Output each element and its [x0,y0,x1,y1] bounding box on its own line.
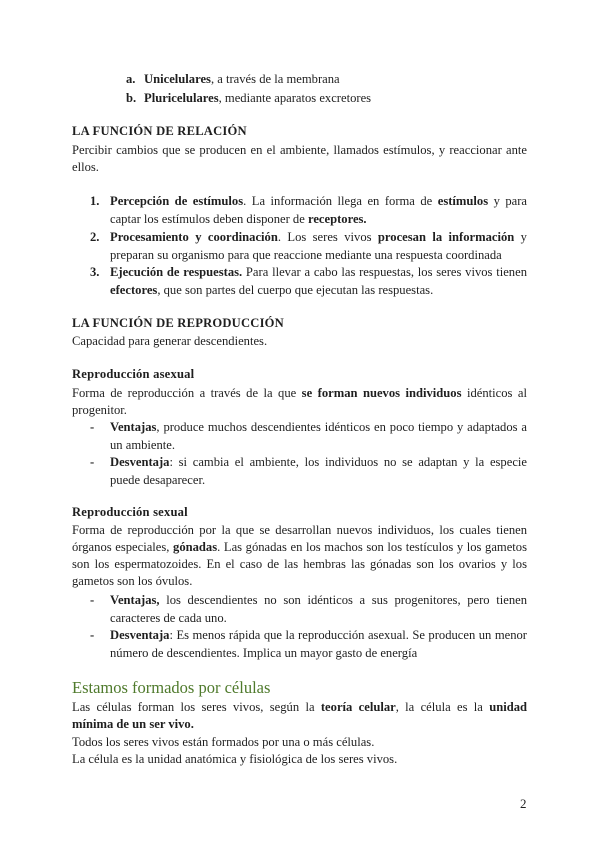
section-heading-reproduccion: LA FUNCIÓN DE REPRODUCCIÓN [72,316,284,330]
item-bold: Ventajas, [110,593,160,607]
subheading-sexual: Reproducción sexual [72,505,188,519]
item-bold: Ventajas [110,420,157,434]
text: , la célula es la [395,700,490,714]
list-item-sexual-desventaja [90,626,527,662]
asexual-paragraph [72,385,527,419]
list-number: 1. [90,194,100,208]
list-item-ejecucion [90,263,527,299]
bullet-dash: - [90,455,95,469]
item-bold: efectores [110,283,158,297]
text: Forma de reproducción a través de la que [72,386,302,400]
section-heading-celulas: Estamos formados por células [72,678,271,697]
bullet-dash: - [90,593,95,607]
text-bold: unidad mínima de un ser vivo. [72,700,528,731]
text-bold: teoría celular [320,700,396,714]
list-item-procesamiento [90,228,527,264]
list-item-asexual-desventaja [90,453,527,489]
list-item-pluricelulares [126,89,371,107]
item-text: y para captar los estímulos deben disponer de [110,194,528,226]
list-label: a. [126,72,136,86]
text: Las células forman los seres vivos, según la [72,700,321,714]
list-item-bold: Unicelulares [144,72,211,86]
section-heading-relacion: LA FUNCIÓN DE RELACIÓN [72,124,247,138]
list-item-percepcion [90,192,527,228]
celulas-paragraph-3: La célula es la unidad anatómica y fisiológica de los seres vivos. [72,752,398,766]
item-text: y preparan su organismo para que reaccione mediante una respuesta coordinada [110,230,527,262]
item-text: , que son partes del cuerpo que ejecutan las respuestas. [157,283,434,297]
list-item-text: , mediante aparatos excretores [218,91,372,105]
item-text: . La información llega en forma de [243,194,438,208]
item-bold: receptores. [307,212,367,226]
item-bold: Percepción de estímulos [110,194,244,208]
item-bold: estímulos [437,194,489,208]
bullet-dash: - [90,420,95,434]
item-text: Para llevar a cabo las respuestas, los seres vivos tienen [242,265,527,279]
celulas-paragraph-1 [72,699,527,733]
sexual-paragraph [72,522,527,590]
item-bold: procesan la información [377,230,515,244]
list-number: 3. [90,265,100,279]
list-item-sexual-ventajas [90,591,527,627]
reproduccion-intro: Capacidad para generar descendientes. [72,334,268,348]
celulas-paragraph-2: Todos los seres vivos están formados por una o más células. [72,735,375,749]
text-bold: se forman nuevos individuos [301,386,462,400]
text: Forma de reproducción por la que se desarrollan nuevos individuos, los cuales tienen órganos especiales, [72,523,527,554]
list-item-text: , a través de la membrana [210,72,340,86]
item-text: . Los seres vivos [277,230,378,244]
item-text: : si cambia el ambiente, los individuos no se adaptan y la especie puede desaparecer. [110,455,527,487]
page-number: 2 [520,796,527,811]
item-bold: Procesamiento y coordinación [110,230,278,244]
text: idénticos al progenitor. [72,386,527,417]
item-text: : Es menos rápida que la reproducción asexual. Se producen un menor número de descendientes. Implica un mayor gasto de energía [110,628,527,660]
item-text: , produce muchos descendientes idénticos en poco tiempo y adaptados a un ambiente. [110,420,527,452]
item-bold: Ejecución de respuestas. [110,265,243,279]
item-text: los descendientes no son idénticos a sus progenitores, pero tienen caracteres de cada uno. [110,593,527,625]
text: . Las gónadas en los machos son los testículos y los gametos son los espermatozoides. En el caso de las hembras las gónadas son los ovarios y los gametos son los óvulos. [72,540,528,588]
subheading-asexual: Reproducción asexual [72,367,195,381]
bullet-dash: - [90,628,95,642]
list-label: b. [126,91,137,105]
item-bold: Desventaja [110,628,170,642]
list-number: 2. [90,230,100,244]
text-bold: gónadas [173,540,218,554]
list-item-bold: Pluricelulares [144,91,219,105]
item-bold: Desventaja [110,455,170,469]
relacion-intro: Percibir cambios que se producen en el ambiente, llamados estímulos, y reaccionar ante ellos. [72,143,527,174]
list-item-unicelulares [126,70,340,88]
list-item-asexual-ventajas [90,418,527,454]
